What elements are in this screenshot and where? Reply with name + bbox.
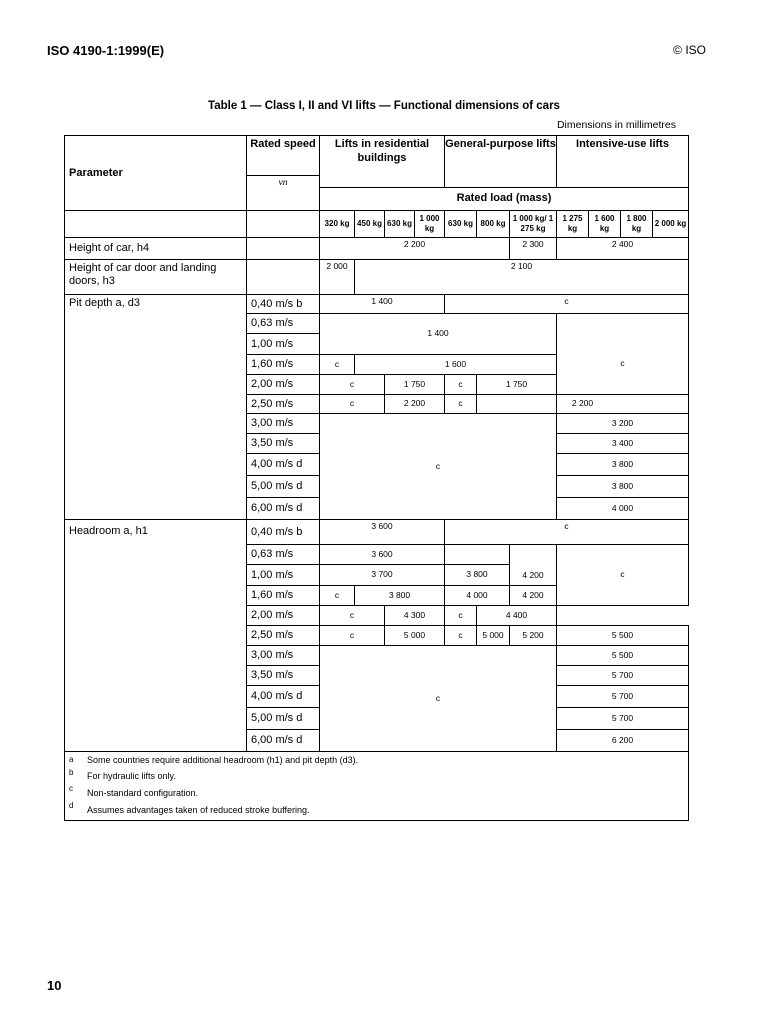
value-cell: 1 750 [476,374,557,395]
value-cell: 6 200 [556,729,689,752]
value-cell: 4 300 [384,605,445,626]
speed-1-00: 1,00 m/s [246,564,320,586]
value-cell: c [319,585,355,606]
value-cell: c [444,374,477,395]
copyright-mark: © ISO [673,43,706,57]
value-cell: 2 400 [556,237,689,260]
value-cell: 4 200 [509,544,557,586]
speed-4-00: 4,00 m/s d [246,453,320,476]
footnote-text: Some countries require additional headroom (h1) and pit depth (d3). [87,755,359,765]
units-note: Dimensions in millimetres [556,119,676,131]
load-row-blank-cell [246,210,320,238]
param-headroom: Headroom a, h1 [64,519,247,752]
table-title: Table 1 — Class I, II and VI lifts — Functional dimensions of cars [208,100,560,112]
load-header-cell: 1 800 kg [620,210,653,238]
value-cell: 3 400 [556,433,689,454]
speed-3-50: 3,50 m/s [246,665,320,686]
load-header-cell: 2 000 kg [652,210,689,238]
value-cell: 4 400 [476,605,557,626]
value-cell: 2 000 [319,259,355,295]
load-header-cell: 1 600 kg [588,210,621,238]
value-cell: 2 300 [509,237,557,260]
speed-3-00: 3,00 m/s [246,645,320,666]
load-header-cell: 630 kg [444,210,477,238]
standard-designation: ISO 4190-1:1999(E) [47,43,165,58]
footnote-mark: a [69,755,74,764]
parameter-header: Parameter [64,135,247,211]
value-cell: c [556,544,689,606]
footnote-mark: b [69,768,74,777]
value-cell: c [444,605,477,626]
value-cell: 1 400 [319,294,445,314]
value-cell: 5 000 [384,625,445,646]
value-cell: 3 600 [319,544,445,565]
value-cell: c [444,294,689,314]
speed-3-50: 3,50 m/s [246,433,320,454]
param-door-height: Height of car door and landing doors, h3 [64,259,247,295]
speed-2-00: 2,00 m/s [246,374,320,395]
value-cell: 1 750 [384,374,445,395]
value-cell: 3 600 [319,519,445,545]
speed-0-40: 0,40 m/s b [246,519,320,545]
param-height-of-car: Height of car, h4 [64,237,247,260]
page-number: 10 [47,978,62,993]
speed-4-00: 4,00 m/s d [246,685,320,708]
value-cell: c [319,413,557,520]
speed-0-63: 0,63 m/s [246,313,320,334]
value-cell: 1 400 [319,313,557,355]
value-cell: 3 200 [556,413,689,434]
speed-2-00: 2,00 m/s [246,605,320,626]
value-cell: c [556,313,689,414]
load-header-cell: 1 000 kg/ 1 275 kg [509,210,557,238]
load-header-cell: 630 kg [384,210,415,238]
value-cell: 4 000 [444,585,510,606]
speed-6-00: 6,00 m/s d [246,729,320,752]
speed-1-60: 1,60 m/s [246,354,320,375]
speed-symbol: vn [246,175,320,211]
speed-1-60: 1,60 m/s [246,585,320,606]
speed-2-50: 2,50 m/s [246,394,320,414]
value-cell: c [319,374,385,395]
value-cell: 5 500 [556,625,689,646]
value-cell: 3 800 [556,453,689,476]
value-cell: 3 700 [319,564,445,586]
value-cell: c [319,354,355,375]
load-header-cell: 800 kg [476,210,510,238]
value-cell: 2 100 [354,259,689,295]
rated-speed-header: Rated speed [246,135,320,176]
value-cell: c [319,605,385,626]
load-header-cell: 320 kg [319,210,355,238]
value-cell: 4 200 [509,585,557,606]
residential-lifts-header: Lifts in residential buildings [319,135,445,188]
speed-1-00: 1,00 m/s [246,333,320,355]
value-cell: 5 000 [476,625,510,646]
speed-cell [246,237,320,260]
value-cell: c [319,394,385,414]
speed-3-00: 3,00 m/s [246,413,320,434]
value-cell: 5 700 [556,685,689,708]
speed-2-50: 2,50 m/s [246,625,320,646]
speed-0-40: 0,40 m/s b [246,294,320,314]
speed-cell [246,259,320,295]
value-cell: c [444,519,689,545]
value-cell: 3 800 [556,475,689,498]
rated-load-header: Rated load (mass) [319,187,689,211]
param-pit-depth: Pit depth a, d3 [64,294,247,520]
speed-5-00: 5,00 m/s d [246,707,320,730]
value-cell: 3 800 [444,564,510,586]
value-cell: 5 200 [509,625,557,646]
value-cell: 5 700 [556,665,689,686]
value-cell: 5 700 [556,707,689,730]
load-header-cell: 1 000 kg [414,210,445,238]
value-cell: c [444,394,477,414]
load-header-cell: 1 275 kg [556,210,589,238]
footnote-text: Assumes advantages taken of reduced stroke buffering. [87,805,310,815]
value-cell: c [319,625,385,646]
value-cell: 4 000 [556,497,689,520]
value-cell: 5 500 [556,645,689,666]
value-cell: 1 600 [354,354,557,375]
value-cell [444,544,510,565]
value-cell: 3 800 [354,585,445,606]
footnote-text: For hydraulic lifts only. [87,771,176,781]
footnote-mark: d [69,801,74,810]
speed-5-00: 5,00 m/s d [246,475,320,498]
footnote-text: Non-standard configuration. [87,788,199,798]
load-row-blank-cell [64,210,247,238]
speed-6-00: 6,00 m/s d [246,497,320,520]
general-purpose-lifts-header: General-purpose lifts [444,135,557,188]
value-cell: 2 200 [319,237,510,260]
footnote-mark: c [69,784,73,793]
speed-0-63: 0,63 m/s [246,544,320,565]
value-cell: 2 200 [384,394,445,414]
value-cell: 2 200 [476,394,689,414]
value-cell: c [319,645,557,752]
load-header-cell: 450 kg [354,210,385,238]
value-cell: c [444,625,477,646]
intensive-use-lifts-header: Intensive-use lifts [556,135,689,188]
